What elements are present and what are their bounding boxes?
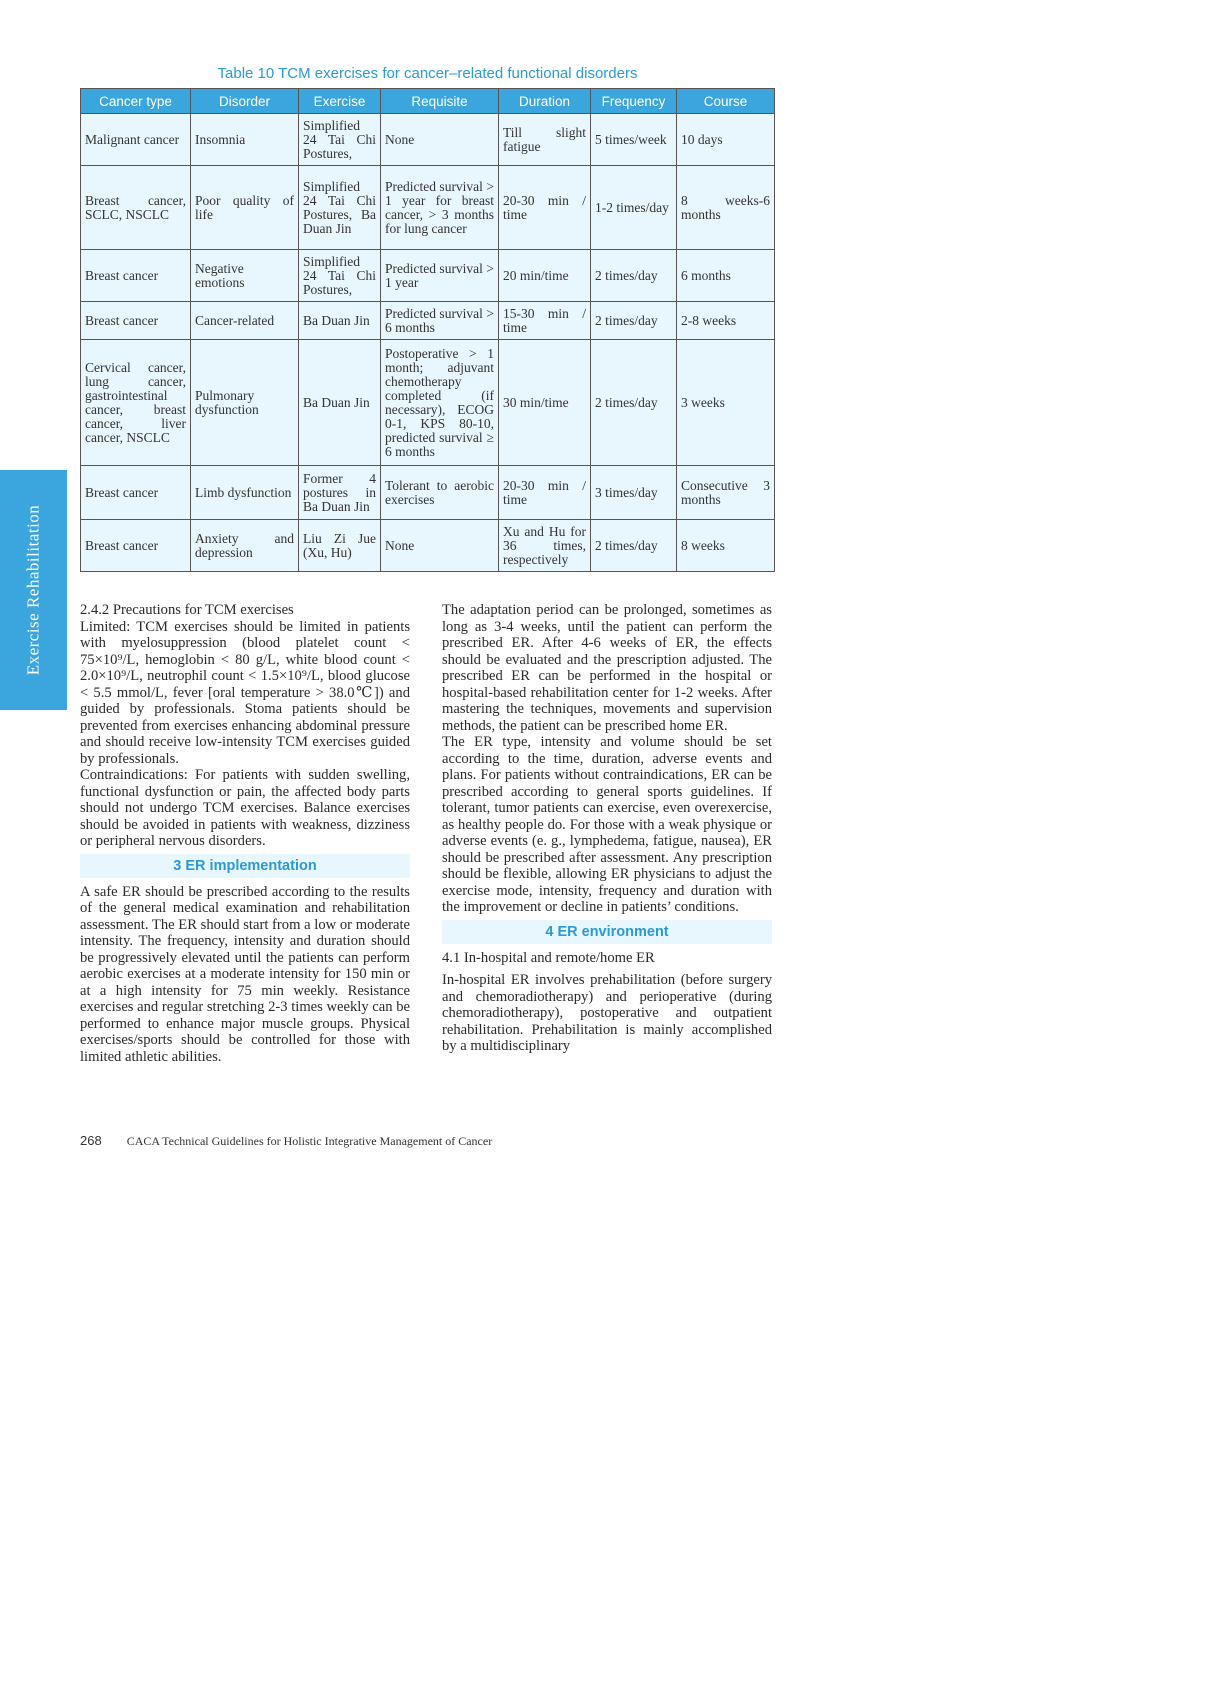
header-cancer-type: Cancer type — [81, 89, 191, 114]
side-tab-label: Exercise Rehabilitation — [23, 504, 43, 676]
tcm-exercise-table — [80, 88, 775, 572]
cell-cancer-type: Breast cancer — [81, 250, 191, 302]
cell-disorder: Poor quality of life — [191, 166, 299, 250]
cell-disorder: Negative emotions — [191, 250, 299, 302]
cell-cancer-type: Breast cancer — [81, 466, 191, 520]
paragraph-contraindications: Contraindications: For patients with sudden swelling, functional dysfunction or pain, the affected body parts should not undergo TCM exercises. Balance exercises should be avoided in patients with weakness, dizziness or peripheral nervous disorders. — [80, 767, 410, 849]
paragraph-in-hospital: In-hospital ER involves prehabilitation (before surgery and chemoradiotherapy) and perioperative (during chemoradiotherapy), postoperative and outpatient rehabilitation. Prehabilitation is mainly accomplished by a multidisciplinary — [442, 972, 772, 1054]
cell-exercise: Ba Duan Jin — [299, 302, 381, 340]
cell-disorder: Limb dysfunction — [191, 466, 299, 520]
cell-requisite: Predicted survival > 1 year for breast cancer, > 3 months for lung cancer — [381, 166, 499, 250]
cell-exercise: Ba Duan Jin — [299, 340, 381, 466]
page-footer — [80, 1133, 492, 1149]
table-row — [81, 250, 775, 302]
cell-duration: 30 min/time — [499, 340, 591, 466]
cell-cancer-type: Malignant cancer — [81, 114, 191, 166]
table-row — [81, 466, 775, 520]
cell-course: 3 weeks — [677, 340, 775, 466]
table-row — [81, 340, 775, 466]
table-title: Table 10 TCM exercises for cancer–related functional disorders — [217, 65, 638, 82]
paragraph-adaptation: The adaptation period can be prolonged, sometimes as long as 3-4 weeks, until the patient can perform the prescribed ER. After 4-6 weeks of ER, the effects should be evaluated and the prescription adjusted. The prescribed ER can be performed in the hospital or hospital-based rehabilitation center for 1-2 weeks. After mastering the techniques, movements and supervision methods, the patient can be prescribed home ER. — [442, 602, 772, 734]
cell-requisite: None — [381, 520, 499, 572]
cell-course: 10 days — [677, 114, 775, 166]
cell-duration: Till slight fatigue — [499, 114, 591, 166]
cell-disorder: Cancer-related — [191, 302, 299, 340]
header-duration: Duration — [499, 89, 591, 114]
cell-cancer-type: Breast cancer — [81, 520, 191, 572]
cell-requisite: Tolerant to aerobic exercises — [381, 466, 499, 520]
cell-frequency: 1-2 times/day — [591, 166, 677, 250]
cell-duration: 20-30 min / time — [499, 466, 591, 520]
section-side-tab — [0, 470, 67, 710]
cell-cancer-type: Cervical cancer, lung cancer, gastrointestinal cancer, breast cancer, liver cancer, NSCLC — [81, 340, 191, 466]
cell-course: 8 weeks — [677, 520, 775, 572]
cell-frequency: 2 times/day — [591, 520, 677, 572]
subheading-precautions: 2.4.2 Precautions for TCM exercises — [80, 602, 294, 618]
cell-requisite: None — [381, 114, 499, 166]
table-row — [81, 520, 775, 572]
cell-frequency: 3 times/day — [591, 466, 677, 520]
cell-course: 2-8 weeks — [677, 302, 775, 340]
header-disorder: Disorder — [191, 89, 299, 114]
cell-duration: 20 min/time — [499, 250, 591, 302]
cell-disorder: Anxiety and depression — [191, 520, 299, 572]
cell-exercise: Liu Zi Jue (Xu, Hu) — [299, 520, 381, 572]
header-frequency: Frequency — [591, 89, 677, 114]
cell-disorder: Pulmonary dysfunction — [191, 340, 299, 466]
header-exercise: Exercise — [299, 89, 381, 114]
cell-cancer-type: Breast cancer — [81, 302, 191, 340]
section-heading-er-implementation: 3 ER implementation — [80, 854, 410, 878]
table-row — [81, 114, 775, 166]
cell-requisite: Postoperative > 1 month; adjuvant chemotherapy completed (if necessary), ECOG 0-1, KPS 80-10, predicted survival ≥ 6 months — [381, 340, 499, 466]
table-row — [81, 166, 775, 250]
cell-course: Consecutive 3 months — [677, 466, 775, 520]
paragraph-er-type: The ER type, intensity and volume should be set according to the time, duration, adverse events and plans. For patients without contraindications, ER can be prescribed according to general sports guidelines. If tolerant, tumor patients can exercise, even overexercise, as healthy people do. For those with a weak physique or adverse events (e. g., lymphedema, fatigue, nausea), ER should be prescribed after assessment. Any prescription should be flexible, allowing ER physicians to adjust the exercise mode, intensity, frequency and duration with the improvement or decline in patients’ conditions. — [442, 734, 772, 915]
cell-exercise: Simplified 24 Tai Chi Postures, — [299, 250, 381, 302]
cell-course: 8 weeks-6 months — [677, 166, 775, 250]
cell-duration: 15-30 min / time — [499, 302, 591, 340]
left-column — [80, 602, 410, 1065]
cell-duration: Xu and Hu for 36 times, respectively — [499, 520, 591, 572]
cell-exercise: Simplified 24 Tai Chi Postures, Ba Duan Jin — [299, 166, 381, 250]
cell-frequency: 5 times/week — [591, 114, 677, 166]
subheading-in-hospital: 4.1 In-hospital and remote/home ER — [442, 949, 655, 966]
table-row — [81, 302, 775, 340]
paragraph-er-implementation: A safe ER should be prescribed according to the results of the general medical examination and rehabilitation assessment. The ER should start from a low or moderate intensity. The frequency, intensity and duration should be progressively elevated until the patients can perform aerobic exercises at a moderate intensity for 150 min or at a high intensity for 75 min weekly. Resistance exercises and regular stretching 2-3 times weekly can be performed to enhance major muscle groups. Physical exercises/sports should be controlled for those with limited athletic abilities. — [80, 883, 410, 1065]
right-column — [442, 602, 772, 1055]
paragraph-limited: Limited: TCM exercises should be limited in patients with myelosuppression (blood platelet count < 75×10⁹/L, hemoglobin < 80 g/L, white blood count < 2.0×10⁹/L, neutrophil count < 1.5×10⁹/L, blood glucose < 5.5 mmol/L, fever [oral temperature > 38.0℃]) and guided by professionals. Stoma patients should be prevented from exercises enhancing abdominal pressure and should receive low-intensity TCM exercises guided by professionals. — [80, 618, 410, 767]
page-number: 268 — [80, 1133, 102, 1148]
running-title: CACA Technical Guidelines for Holistic Integrative Management of Cancer — [126, 1134, 493, 1148]
cell-cancer-type: Breast cancer, SCLC, NSCLC — [81, 166, 191, 250]
cell-exercise: Simplified 24 Tai Chi Postures, — [299, 114, 381, 166]
cell-disorder: Insomnia — [191, 114, 299, 166]
cell-duration: 20-30 min / time — [499, 166, 591, 250]
cell-frequency: 2 times/day — [591, 302, 677, 340]
cell-frequency: 2 times/day — [591, 340, 677, 466]
header-requisite: Requisite — [381, 89, 499, 114]
cell-exercise: Former 4 postures in Ba Duan Jin — [299, 466, 381, 520]
table-header-row — [81, 89, 775, 114]
cell-requisite: Predicted survival > 6 months — [381, 302, 499, 340]
cell-requisite: Predicted survival > 1 year — [381, 250, 499, 302]
cell-course: 6 months — [677, 250, 775, 302]
cell-frequency: 2 times/day — [591, 250, 677, 302]
header-course: Course — [677, 89, 775, 114]
section-heading-er-environment: 4 ER environment — [442, 920, 772, 944]
